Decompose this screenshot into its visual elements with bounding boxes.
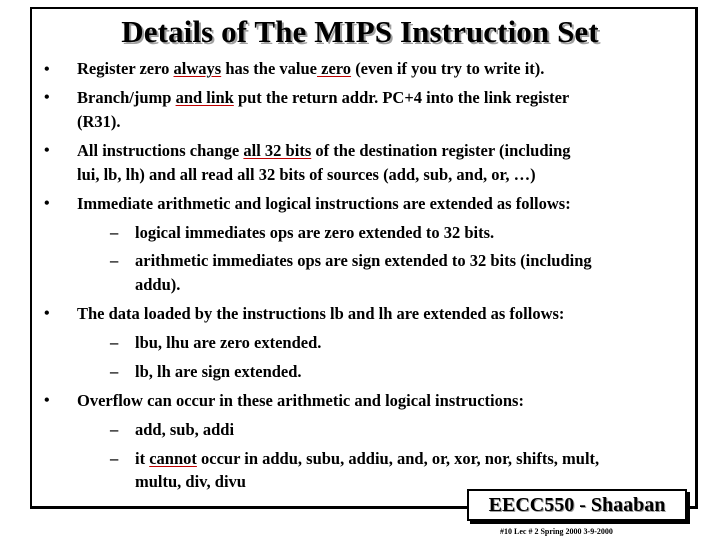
bullet-3-line-2: lui, lb, lh) and all read all 32 bits of sources (add, sub, and, or, …) [77, 165, 536, 184]
footer-course-box [467, 489, 687, 521]
b2-underline-and-link: and link [175, 88, 234, 107]
bullet-5-sub-1-dash: – [110, 333, 119, 352]
b1-underline-always: always [173, 59, 222, 78]
bullet-5-sub-2-dash: – [110, 362, 119, 381]
bullet-1-text [77, 59, 544, 79]
bullet-6-sub-2-dash: – [110, 449, 119, 468]
b3-part-2: of the destination register (including [311, 141, 571, 160]
bullet-5-sub-1: lbu, lhu are zero extended. [135, 333, 322, 352]
bullet-5-sub-2: lb, lh are sign extended. [135, 362, 302, 381]
b3-underline-all-32-bits: all 32 bits [243, 141, 312, 160]
footer-course-label: EECC550 - Shaaban [488, 494, 666, 516]
bullet-4-marker: • [44, 195, 50, 212]
bullet-4-sub-2-cont: addu). [135, 275, 181, 294]
bullet-6-sub-2-cont: multu, div, divu [135, 472, 246, 491]
bullet-4-sub-2-dash: – [110, 251, 119, 270]
b3-part-1: All instructions change [77, 141, 244, 160]
bullet-2-line-2: (R31). [77, 112, 121, 131]
bullet-4-sub-2: arithmetic immediates ops are sign extended to 32 bits (including [135, 251, 592, 270]
bullet-3-line-1 [77, 141, 571, 161]
bullet-3-marker: • [44, 142, 50, 159]
bullet-6-marker: • [44, 392, 50, 409]
b6-underline-cannot: cannot [149, 449, 197, 468]
b2-part-2: put the return addr. PC+4 into the link register [233, 88, 570, 107]
b1-part-3: (even if you try to write it). [351, 59, 545, 78]
bullet-2-marker: • [44, 89, 50, 106]
bullet-6-sub-2 [135, 449, 599, 469]
bullet-5-marker: • [44, 305, 50, 322]
bullet-4-sub-1: logical immediates ops are zero extended to 32 bits. [135, 223, 495, 242]
bullet-6-sub-1-dash: – [110, 420, 119, 439]
b2-part-1: Branch/jump [77, 88, 176, 107]
bullet-5-line-1: The data loaded by the instructions lb and lh are extended as follows: [77, 304, 565, 323]
bullet-4-sub-1-dash: – [110, 223, 119, 242]
bullet-6-sub-1: add, sub, addi [135, 420, 235, 439]
bullet-1-marker: • [44, 61, 50, 78]
b6-sub-2-part-1: it [135, 449, 150, 468]
footer-lecture-info: #10 Lec # 2 Spring 2000 3-9-2000 [500, 527, 613, 536]
bullet-2-line-1 [77, 88, 569, 108]
slide-title: Details of The MIPS Instruction Set [121, 14, 599, 49]
b6-sub-2-part-2: occur in addu, subu, addiu, and, or, xor, nor, shifts, mult, [196, 449, 600, 468]
bullet-6-line-1: Overflow can occur in these arithmetic and logical instructions: [77, 391, 524, 410]
b1-underline-zero: zero [317, 59, 352, 78]
b1-part-2: has the value [221, 59, 317, 78]
b1-part-1: Register zero [77, 59, 174, 78]
bullet-4-line-1: Immediate arithmetic and logical instructions are extended as follows: [77, 194, 571, 213]
